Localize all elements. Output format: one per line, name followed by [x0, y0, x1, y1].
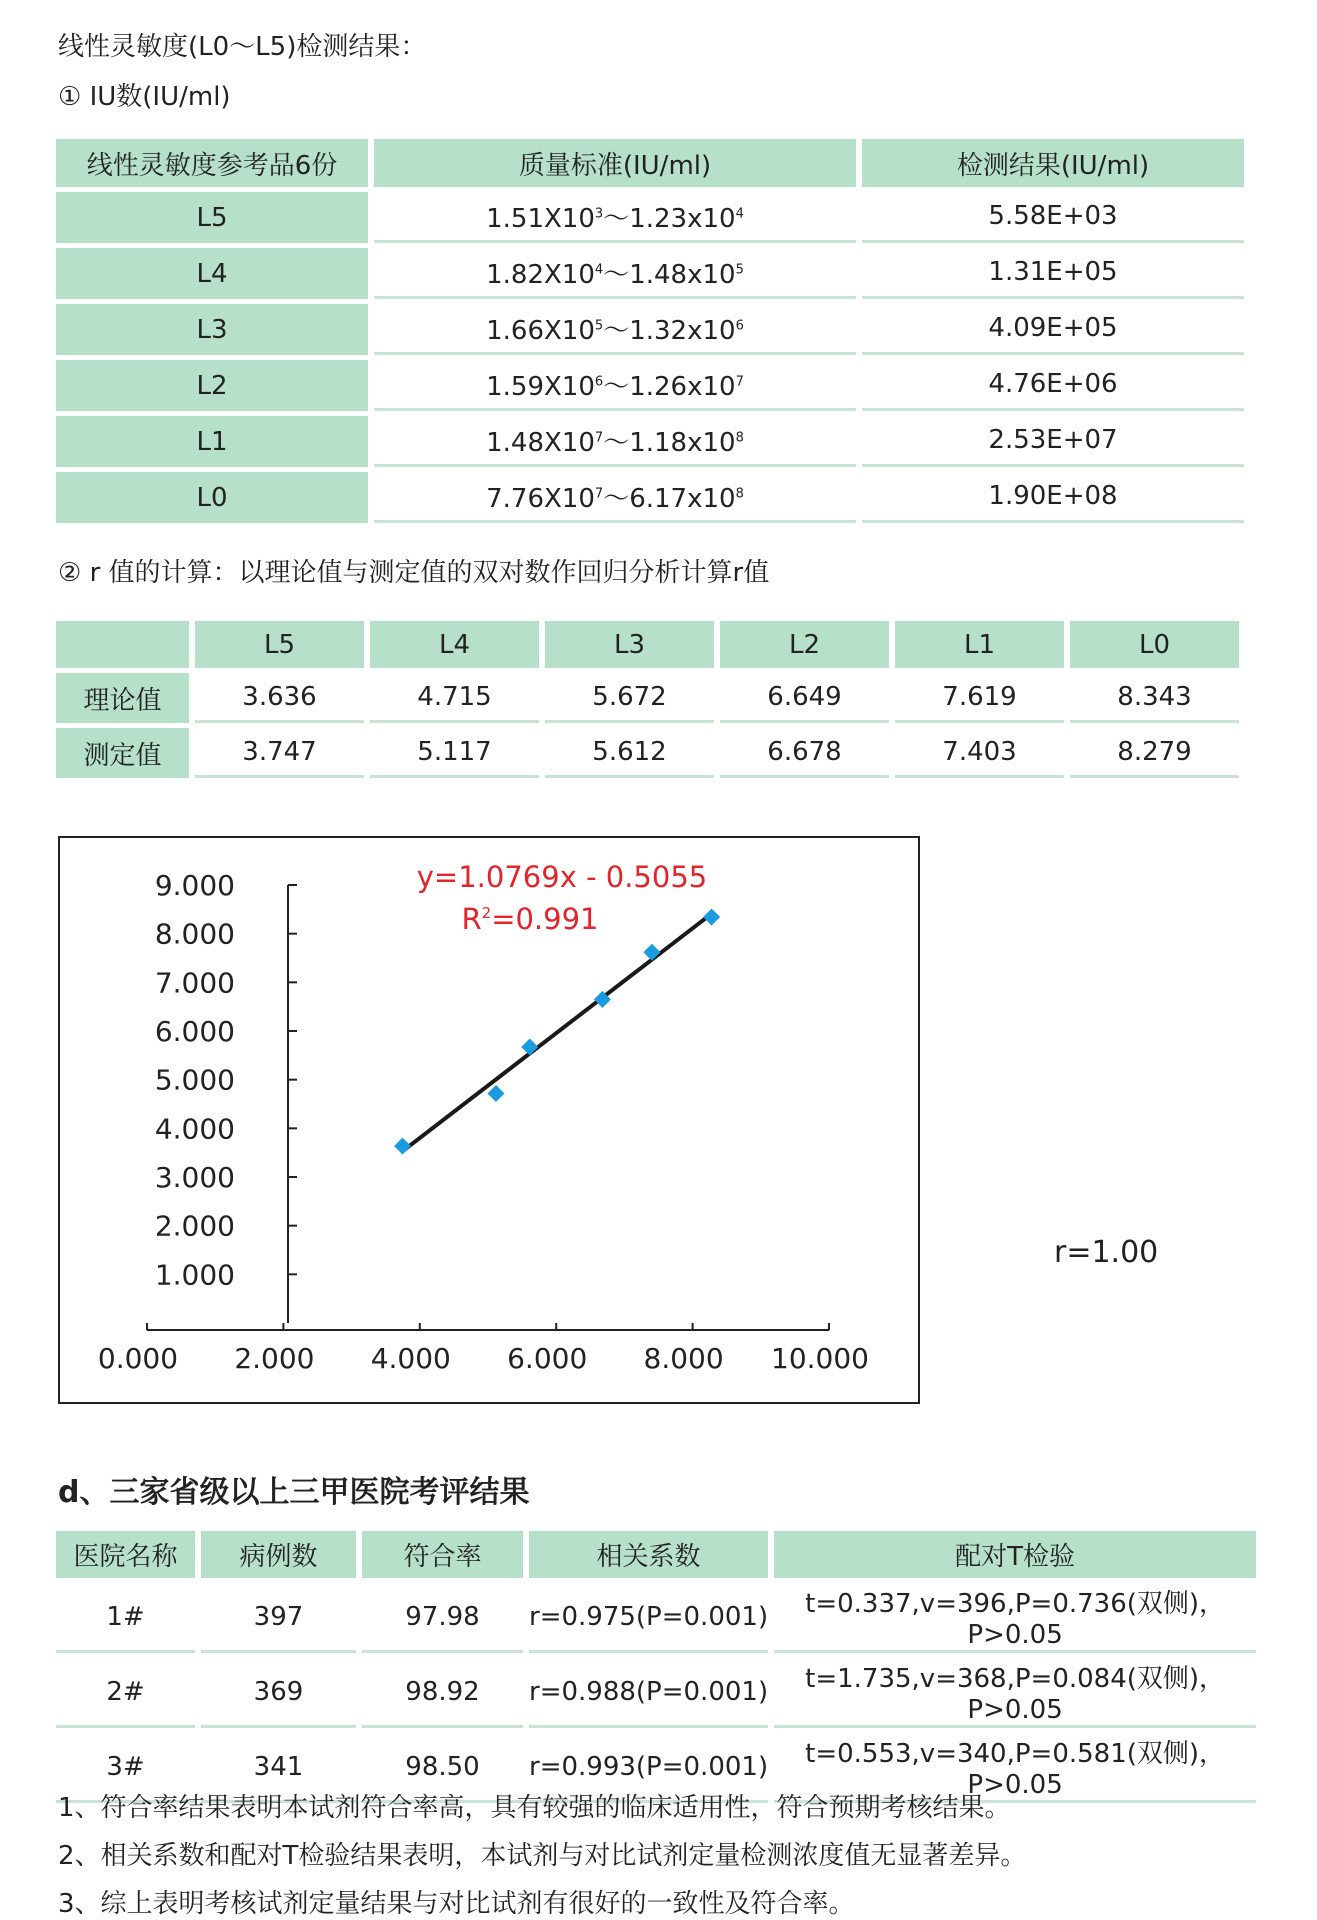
hospital-header-cases: 病例数	[201, 1531, 356, 1578]
agreement-rate: 98.50	[362, 1733, 523, 1803]
standard-range: $1.48X10^7\sim 1.18x10^8$	[374, 416, 856, 467]
table-row	[56, 472, 1244, 523]
measured-value: 6.678	[720, 728, 889, 778]
y-tick-label: 4.000	[154, 1112, 235, 1146]
level-label: L4	[56, 248, 368, 299]
hospital-header-ttest: 配对T检验	[774, 1531, 1256, 1578]
result-value: 1.31E+05	[862, 248, 1244, 299]
y-tick-label: 7.000	[154, 966, 235, 1000]
x-tick-label: 2.000	[234, 1342, 315, 1375]
trendline	[403, 914, 712, 1152]
level-header: L0	[1070, 621, 1239, 668]
level-header: L5	[195, 621, 364, 668]
data-point	[487, 1085, 504, 1102]
case-count: 397	[201, 1583, 356, 1653]
data-point	[521, 1038, 538, 1055]
chart-svg	[60, 838, 918, 1402]
measured-value: 3.747	[195, 728, 364, 778]
level-header: L4	[370, 621, 539, 668]
note-2: 2、相关系数和配对T检验结果表明，本试剂与对比试剂定量检测浓度值无显著差异。	[58, 1841, 1027, 1871]
y-tick-label: 2.000	[154, 1209, 235, 1243]
correlation: r=0.988(P=0.001)	[529, 1658, 768, 1728]
theory-value: 3.636	[195, 673, 364, 723]
regression-chart	[58, 836, 920, 1404]
table-row	[56, 192, 1244, 243]
level-label: L3	[56, 304, 368, 355]
hospital-name: 3#	[56, 1733, 195, 1803]
table-row	[56, 416, 1244, 467]
hospital-header-name: 医院名称	[56, 1531, 195, 1578]
level-header: L3	[545, 621, 714, 668]
table-row	[56, 673, 1239, 723]
correlation: r=0.993(P=0.001)	[529, 1733, 768, 1803]
result-value: 4.76E+06	[862, 360, 1244, 411]
x-tick-label: 10.000	[771, 1342, 869, 1375]
measured-label: 测定值	[56, 728, 189, 778]
hospital-name: 2#	[56, 1658, 195, 1728]
theory-value: 6.649	[720, 673, 889, 723]
section1-title: 线性灵敏度(L0～L5)检测结果：	[58, 32, 427, 62]
measured-value: 7.403	[895, 728, 1064, 778]
sensitivity-header-result: 检测结果(IU/ml)	[862, 139, 1244, 187]
y-tick-label: 6.000	[154, 1015, 235, 1048]
theory-value: 7.619	[895, 673, 1064, 723]
r-value-table	[50, 616, 1245, 783]
x-tick-label: 0.000	[97, 1342, 179, 1375]
sensitivity-table	[50, 134, 1250, 528]
result-value: 2.53E+07	[862, 416, 1244, 467]
standard-range: $1.59X10^6\sim 1.26x10^7$	[374, 360, 856, 411]
table-row	[56, 248, 1244, 299]
hospital-table	[50, 1526, 1262, 1808]
result-value: 5.58E+03	[862, 192, 1244, 243]
data-point	[643, 944, 660, 961]
section2-title: ② r 值的计算：以理论值与测定值的双对数作回归分析计算r值	[58, 558, 770, 588]
section3-title: d、三家省级以上三甲医院考评结果	[58, 1475, 530, 1510]
standard-range: $1.82X10^4\sim 1.48x10^5$	[374, 248, 856, 299]
equation-label: y=1.0769x - 0.5055	[416, 860, 708, 894]
measured-value: 8.279	[1070, 728, 1239, 778]
note-3: 3、综上表明考核试剂定量结果与对比试剂有很好的一致性及符合率。	[58, 1889, 855, 1919]
table-row	[56, 360, 1244, 411]
case-count: 369	[201, 1658, 356, 1728]
measured-value: 5.612	[545, 728, 714, 778]
agreement-rate: 98.92	[362, 1658, 523, 1728]
y-tick-label: 9.000	[154, 869, 235, 902]
note-1: 1、符合率结果表明本试剂符合率高，具有较强的临床适用性，符合预期考核结果。	[58, 1793, 1011, 1823]
data-point	[703, 908, 720, 925]
x-tick-label: 8.000	[643, 1342, 724, 1375]
x-tick-label: 6.000	[507, 1342, 588, 1375]
agreement-rate: 97.98	[362, 1583, 523, 1653]
level-label: L5	[56, 192, 368, 243]
table-row	[56, 1658, 1256, 1728]
hospital-header-rate: 符合率	[362, 1531, 523, 1578]
table-row	[56, 1583, 1256, 1653]
theory-value: 5.672	[545, 673, 714, 723]
level-label: L2	[56, 360, 368, 411]
level-label: L0	[56, 472, 368, 523]
level-header: L2	[720, 621, 889, 668]
theory-label: 理论值	[56, 673, 189, 723]
r2-label: $R^2=0.991$	[461, 902, 599, 936]
t-test: t=1.735,v=368,P=0.084(双侧)，P>0.05	[774, 1658, 1256, 1728]
hospital-header-corr: 相关系数	[529, 1531, 768, 1578]
hospital-name: 1#	[56, 1583, 195, 1653]
standard-range: $1.66X10^5\sim 1.32x10^6$	[374, 304, 856, 355]
corner-cell	[56, 621, 189, 668]
table-row	[56, 304, 1244, 355]
standard-range: $1.51X10^3\sim 1.23x10^4$	[374, 192, 856, 243]
data-point	[394, 1138, 411, 1155]
section1-subtitle: ① IU数(IU/ml)	[58, 82, 231, 112]
t-test: t=0.337,v=396,P=0.736(双侧)，P>0.05	[774, 1583, 1256, 1653]
level-label: L1	[56, 416, 368, 467]
correlation: r=0.975(P=0.001)	[529, 1583, 768, 1653]
theory-value: 4.715	[370, 673, 539, 723]
standard-range: $7.76X10^7\sim 6.17x10^8$	[374, 472, 856, 523]
sensitivity-header-standard: 质量标准(IU/ml)	[374, 139, 856, 187]
y-tick-label: 1.000	[154, 1258, 235, 1292]
y-tick-label: 5.000	[154, 1063, 235, 1097]
y-tick-label: 3.000	[154, 1161, 235, 1194]
t-test: t=0.553,v=340,P=0.581(双侧)，P>0.05	[774, 1733, 1256, 1803]
theory-value: 8.343	[1070, 673, 1239, 723]
y-tick-label: 8.000	[154, 917, 235, 951]
result-value: 1.90E+08	[862, 472, 1244, 523]
measured-value: 5.117	[370, 728, 539, 778]
sensitivity-header-level: 线性灵敏度参考品6份	[56, 139, 368, 187]
case-count: 341	[201, 1733, 356, 1803]
table-row	[56, 728, 1239, 778]
x-tick-label: 4.000	[370, 1342, 451, 1375]
level-header: L1	[895, 621, 1064, 668]
r-value-label: r=1.00	[1054, 1235, 1159, 1270]
result-value: 4.09E+05	[862, 304, 1244, 355]
